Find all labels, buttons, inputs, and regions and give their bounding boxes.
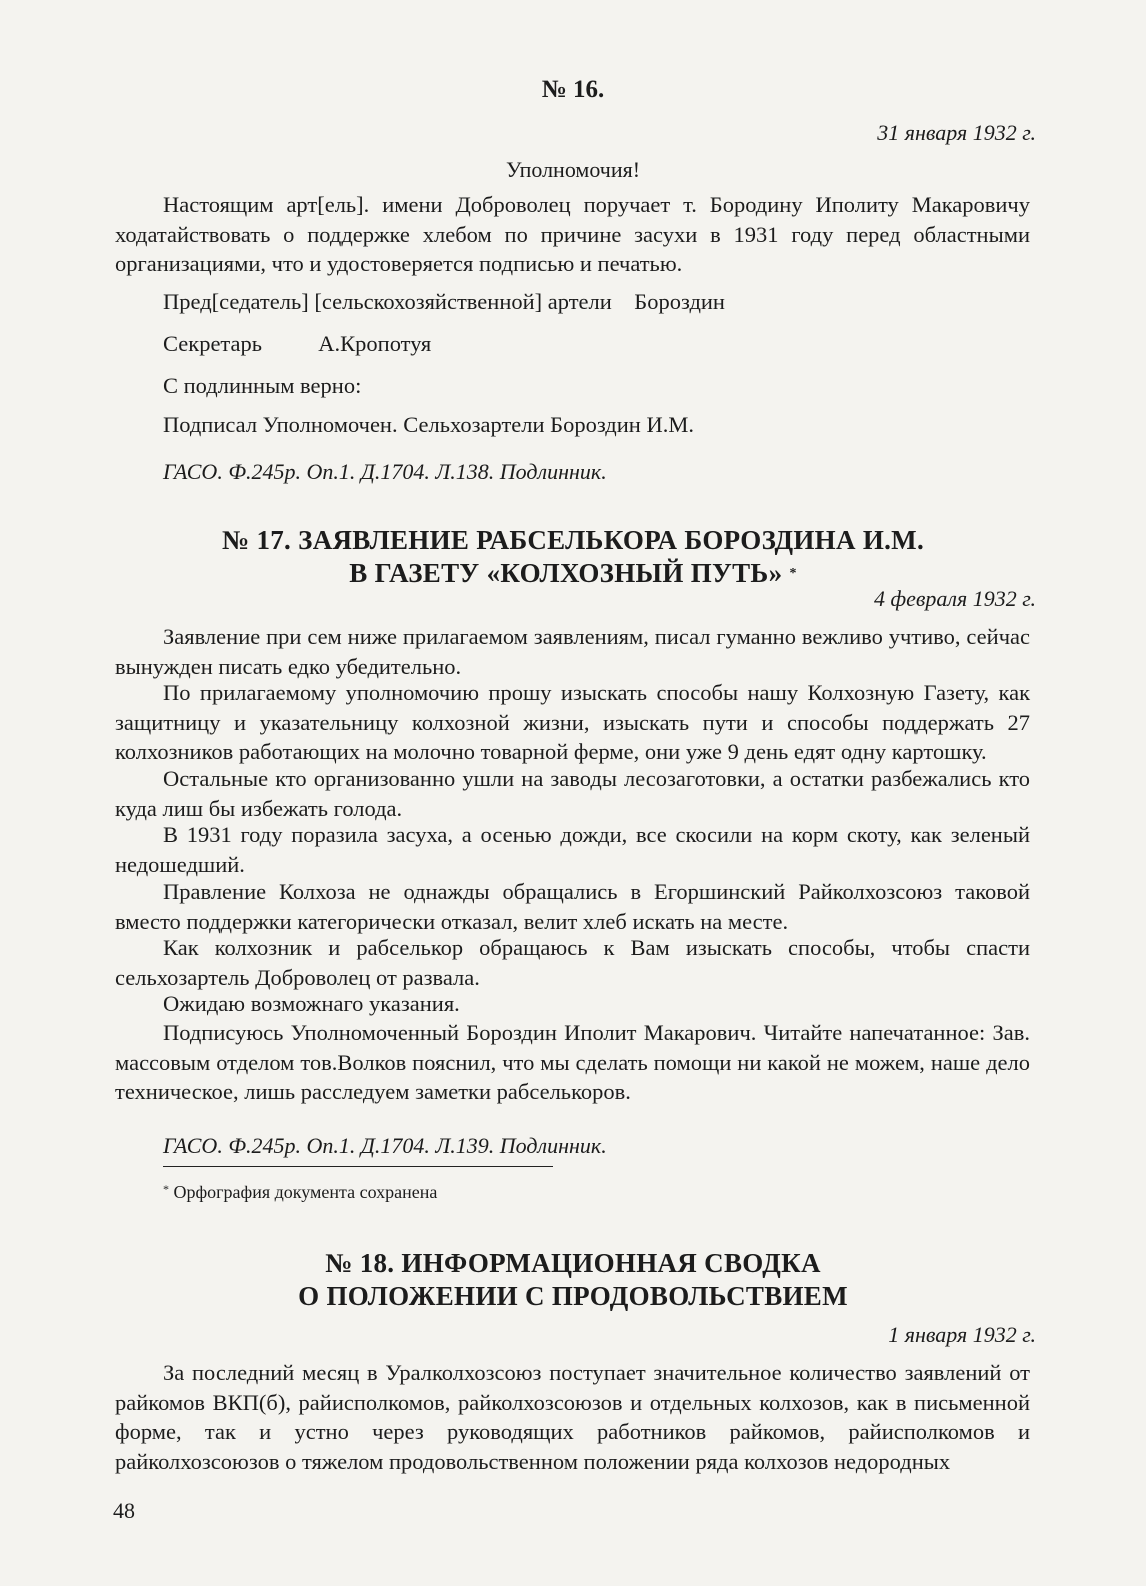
- doc16-date: 31 января 1932 г.: [877, 120, 1036, 145]
- doc17-paragraph-1: Заявление при сем ниже прилагаемом заявлениям, писал гуманно вежливо учтиво, сейчас вынужден писать едко убедительно.: [115, 624, 1030, 679]
- footnote-rule: [163, 1166, 553, 1167]
- doc17-paragraph-4: В 1931 году поразила засуха, а осенью дожди, все скосили на корм скоту, как зеленый недошедший.: [115, 822, 1030, 877]
- doc17-title-line2: В ГАЗЕТУ «КОЛХОЗНЫЙ ПУТЬ»: [349, 558, 783, 588]
- doc16-sign-chairman: Пред[седатель] [сельскохозяйственной] артели Бороздин: [163, 289, 725, 314]
- footnote: [163, 1182, 437, 1203]
- doc16-true-copy: С подлинным верно:: [163, 373, 362, 398]
- doc17-title-line1: № 17. ЗАЯВЛЕНИЕ РАБСЕЛЬКОРА БОРОЗДИНА И.М.: [221, 525, 925, 555]
- doc16-archive: ГАСО. Ф.245р. Оп.1. Д.1704. Л.138. Подлинник.: [163, 459, 607, 484]
- doc17-paragraph-7: Ожидаю возможнаго указания.: [163, 991, 460, 1016]
- doc17-paragraph-8: Подписуюсь Уполномоченный Бороздин Иполит Макарович. Читайте напечатанное: Зав. массовым отделом тов.Волков пояснил, что мы сделать помощи ни какой не можем, наше дело техническое, лишь расследуем заметки рабселькоров.: [115, 1020, 1030, 1104]
- doc16-body: Настоящим арт[ель]. имени Доброволец поручает т. Бородину Иполиту Макаровичу ходатайствовать о поддержке хлебом по причине засухи в 1931 году перед областными организациями, что и удостоверяется подписью и печатью.: [115, 192, 1030, 276]
- doc16-signed: Подписал Уполномочен. Сельхозартели Бороздин И.М.: [163, 412, 694, 437]
- doc16-number: № 16.: [541, 76, 605, 103]
- doc16-sign-secretary: Секретарь А.Кропотуя: [163, 331, 432, 356]
- footnote-text: Орфография документа сохранена: [173, 1182, 438, 1202]
- doc18-title-line2: О ПОЛОЖЕНИИ С ПРОДОВОЛЬСТВИЕМ: [298, 1281, 848, 1311]
- doc17-paragraph-3: Остальные кто организованно ушли на заводы лесозаготовки, а остатки разбежались кто куда лиш бы избежать голода.: [115, 766, 1030, 821]
- doc16-heading: Уполномочия!: [505, 157, 641, 182]
- doc17-date: 4 февраля 1932 г.: [873, 586, 1036, 611]
- footnote-mark: *: [163, 1182, 169, 1196]
- doc17-title-mark: *: [789, 566, 797, 581]
- doc18-date: 1 января 1932 г.: [888, 1322, 1036, 1347]
- doc18-title-line1: № 18. ИНФОРМАЦИОННАЯ СВОДКА: [325, 1248, 821, 1278]
- doc17-paragraph-2: По прилагаемому уполномочию прошу изыскать способы нашу Колхозную Газету, как защитницу и указательницу колхозной жизни, изыскать пути и способы поддержать 27 колхозников работающих на молочно товарной ферме, они уже 9 день едят одну картошку.: [115, 680, 1030, 764]
- page-number: 48: [113, 1498, 135, 1523]
- doc17-archive: ГАСО. Ф.245р. Оп.1. Д.1704. Л.139. Подлинник.: [163, 1133, 607, 1158]
- doc18-paragraph: За последний месяц в Уралколхозсоюз поступает значительное количество заявлений от райкомов ВКП(б), райисполкомов, райколхозсоюзов и отдельных колхозов, как в письменной форме, так и устно через руководящих работников райкомов, райисполкомов и райколхозсоюзов о тяжелом продовольственном положении ряда колхозов недородных: [115, 1360, 1030, 1474]
- doc17-paragraph-5: Правление Колхоза не однажды обращались в Егоршинский Райколхозсоюз таковой вместо поддержки категорически отказал, велит хлеб искать на месте.: [115, 879, 1030, 934]
- doc17-paragraph-6: Как колхозник и рабселькор обращаюсь к Вам изыскать способы, чтобы спасти сельхозартель Доброволец от развала.: [115, 935, 1030, 990]
